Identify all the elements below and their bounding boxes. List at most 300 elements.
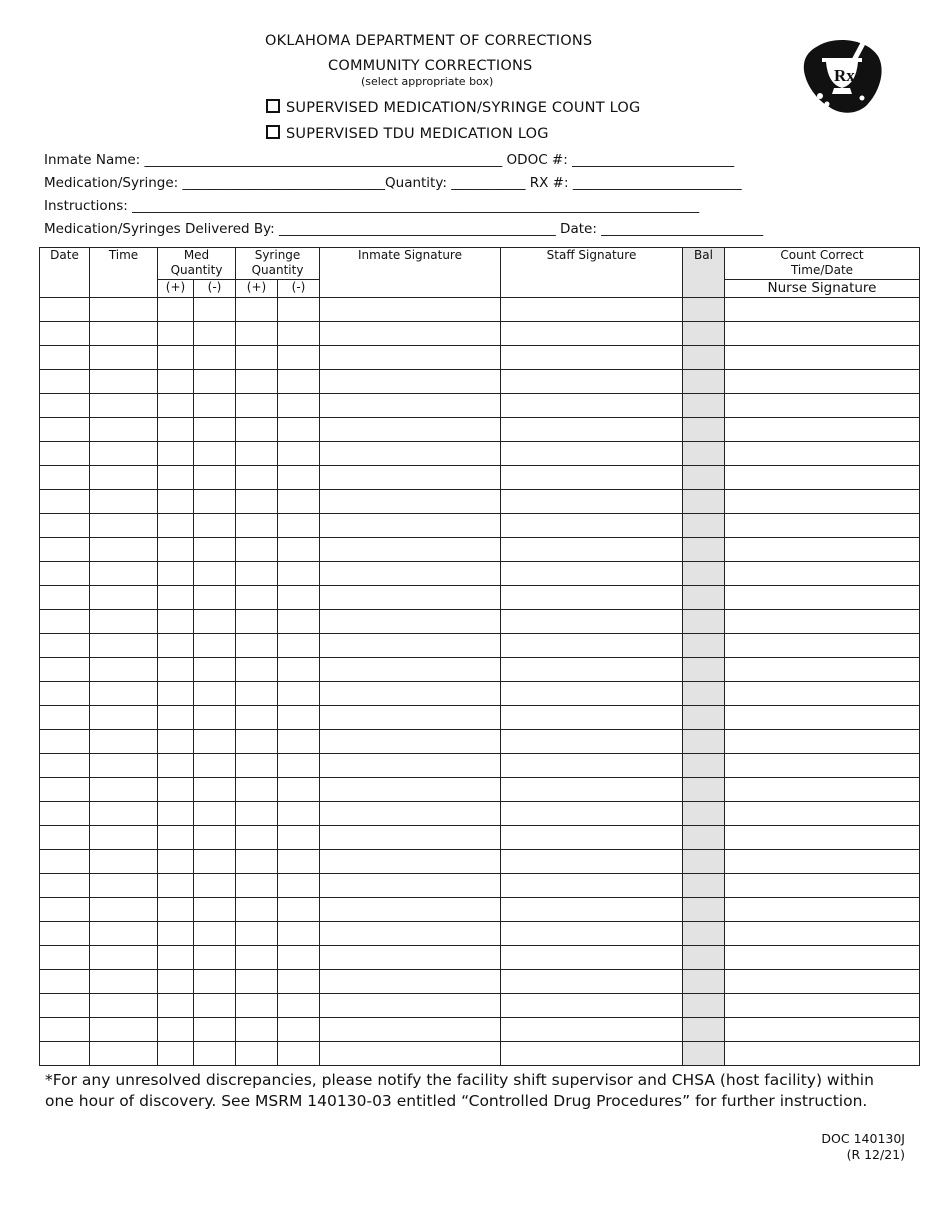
cell-syringe-minus[interactable] [278,442,320,466]
cell-inmate-signature[interactable] [320,514,501,538]
cell-syringe-minus[interactable] [278,706,320,730]
cell-bal[interactable] [683,634,725,658]
cell-time[interactable] [90,1042,158,1066]
cell-bal[interactable] [683,562,725,586]
cell-syringe-minus[interactable] [278,850,320,874]
cell-inmate-signature[interactable] [320,754,501,778]
cell-staff-signature[interactable] [501,658,683,682]
cell-staff-signature[interactable] [501,994,683,1018]
option-tdu-log[interactable] [266,125,549,142]
field-line-delivered-by-date[interactable]: Medication/Syringes Delivered By: _________________________________________ Date: ________________________ [44,221,764,237]
cell-date[interactable] [40,682,90,706]
cell-syringe-plus[interactable] [236,394,278,418]
cell-inmate-signature[interactable] [320,778,501,802]
cell-med-plus[interactable] [158,298,194,322]
cell-time[interactable] [90,826,158,850]
cell-med-plus[interactable] [158,322,194,346]
cell-med-minus[interactable] [194,922,236,946]
cell-syringe-minus[interactable] [278,538,320,562]
cell-inmate-signature[interactable] [320,562,501,586]
cell-date[interactable] [40,898,90,922]
cell-bal[interactable] [683,754,725,778]
cell-med-minus[interactable] [194,370,236,394]
cell-staff-signature[interactable] [501,1018,683,1042]
cell-inmate-signature[interactable] [320,730,501,754]
cell-date[interactable] [40,394,90,418]
cell-med-minus[interactable] [194,562,236,586]
cell-inmate-signature[interactable] [320,394,501,418]
cell-syringe-minus[interactable] [278,298,320,322]
cell-date[interactable] [40,922,90,946]
cell-date[interactable] [40,850,90,874]
cell-med-minus[interactable] [194,946,236,970]
cell-count-correct[interactable] [725,562,920,586]
cell-staff-signature[interactable] [501,730,683,754]
cell-count-correct[interactable] [725,850,920,874]
cell-date[interactable] [40,466,90,490]
cell-med-minus[interactable] [194,658,236,682]
cell-syringe-plus[interactable] [236,706,278,730]
cell-syringe-minus[interactable] [278,946,320,970]
cell-time[interactable] [90,370,158,394]
cell-staff-signature[interactable] [501,754,683,778]
cell-staff-signature[interactable] [501,322,683,346]
cell-syringe-plus[interactable] [236,442,278,466]
cell-time[interactable] [90,850,158,874]
cell-med-minus[interactable] [194,442,236,466]
cell-inmate-signature[interactable] [320,418,501,442]
cell-med-minus[interactable] [194,586,236,610]
cell-time[interactable] [90,1018,158,1042]
cell-date[interactable] [40,370,90,394]
cell-time[interactable] [90,658,158,682]
cell-inmate-signature[interactable] [320,298,501,322]
cell-med-minus[interactable] [194,418,236,442]
cell-med-plus[interactable] [158,754,194,778]
cell-date[interactable] [40,562,90,586]
checkbox-count-log[interactable] [266,99,280,113]
cell-bal[interactable] [683,538,725,562]
cell-syringe-plus[interactable] [236,658,278,682]
cell-bal[interactable] [683,514,725,538]
cell-med-plus[interactable] [158,442,194,466]
cell-count-correct[interactable] [725,826,920,850]
cell-bal[interactable] [683,370,725,394]
cell-syringe-plus[interactable] [236,826,278,850]
cell-bal[interactable] [683,1042,725,1066]
cell-date[interactable] [40,658,90,682]
cell-date[interactable] [40,634,90,658]
cell-syringe-minus[interactable] [278,1018,320,1042]
cell-time[interactable] [90,922,158,946]
cell-inmate-signature[interactable] [320,826,501,850]
cell-date[interactable] [40,970,90,994]
cell-bal[interactable] [683,418,725,442]
cell-time[interactable] [90,682,158,706]
cell-med-plus[interactable] [158,418,194,442]
cell-date[interactable] [40,994,90,1018]
cell-staff-signature[interactable] [501,394,683,418]
cell-syringe-minus[interactable] [278,922,320,946]
cell-syringe-minus[interactable] [278,778,320,802]
cell-date[interactable] [40,418,90,442]
cell-syringe-plus[interactable] [236,466,278,490]
cell-count-correct[interactable] [725,802,920,826]
cell-syringe-minus[interactable] [278,730,320,754]
cell-med-minus[interactable] [194,970,236,994]
cell-date[interactable] [40,322,90,346]
cell-inmate-signature[interactable] [320,442,501,466]
checkbox-tdu-log[interactable] [266,125,280,139]
cell-count-correct[interactable] [725,490,920,514]
cell-syringe-plus[interactable] [236,610,278,634]
cell-syringe-plus[interactable] [236,538,278,562]
cell-med-minus[interactable] [194,466,236,490]
cell-time[interactable] [90,802,158,826]
cell-date[interactable] [40,538,90,562]
cell-syringe-minus[interactable] [278,514,320,538]
cell-med-plus[interactable] [158,1018,194,1042]
cell-syringe-minus[interactable] [278,322,320,346]
cell-count-correct[interactable] [725,970,920,994]
cell-inmate-signature[interactable] [320,874,501,898]
cell-syringe-minus[interactable] [278,658,320,682]
cell-time[interactable] [90,946,158,970]
cell-inmate-signature[interactable] [320,634,501,658]
cell-time[interactable] [90,778,158,802]
cell-syringe-plus[interactable] [236,778,278,802]
cell-med-plus[interactable] [158,370,194,394]
cell-syringe-minus[interactable] [278,874,320,898]
cell-staff-signature[interactable] [501,514,683,538]
cell-inmate-signature[interactable] [320,802,501,826]
cell-syringe-plus[interactable] [236,346,278,370]
cell-inmate-signature[interactable] [320,346,501,370]
cell-time[interactable] [90,322,158,346]
cell-med-plus[interactable] [158,922,194,946]
cell-time[interactable] [90,970,158,994]
cell-bal[interactable] [683,994,725,1018]
cell-time[interactable] [90,754,158,778]
cell-med-minus[interactable] [194,346,236,370]
cell-inmate-signature[interactable] [320,994,501,1018]
cell-syringe-plus[interactable] [236,874,278,898]
cell-date[interactable] [40,1018,90,1042]
cell-med-plus[interactable] [158,994,194,1018]
cell-bal[interactable] [683,682,725,706]
cell-med-plus[interactable] [158,490,194,514]
cell-bal[interactable] [683,706,725,730]
cell-med-minus[interactable] [194,826,236,850]
cell-count-correct[interactable] [725,994,920,1018]
cell-med-minus[interactable] [194,994,236,1018]
cell-syringe-plus[interactable] [236,1018,278,1042]
cell-med-plus[interactable] [158,610,194,634]
cell-med-plus[interactable] [158,874,194,898]
cell-date[interactable] [40,586,90,610]
cell-syringe-plus[interactable] [236,634,278,658]
cell-bal[interactable] [683,946,725,970]
cell-date[interactable] [40,610,90,634]
cell-syringe-minus[interactable] [278,490,320,514]
cell-date[interactable] [40,298,90,322]
cell-inmate-signature[interactable] [320,682,501,706]
cell-count-correct[interactable] [725,946,920,970]
cell-syringe-plus[interactable] [236,418,278,442]
cell-count-correct[interactable] [725,442,920,466]
cell-med-plus[interactable] [158,466,194,490]
cell-med-plus[interactable] [158,730,194,754]
cell-syringe-plus[interactable] [236,514,278,538]
cell-med-plus[interactable] [158,346,194,370]
cell-med-plus[interactable] [158,394,194,418]
cell-syringe-plus[interactable] [236,970,278,994]
cell-med-minus[interactable] [194,802,236,826]
cell-syringe-minus[interactable] [278,754,320,778]
cell-date[interactable] [40,490,90,514]
cell-count-correct[interactable] [725,610,920,634]
cell-inmate-signature[interactable] [320,610,501,634]
cell-med-minus[interactable] [194,514,236,538]
cell-staff-signature[interactable] [501,538,683,562]
cell-time[interactable] [90,418,158,442]
cell-med-minus[interactable] [194,634,236,658]
cell-bal[interactable] [683,1018,725,1042]
cell-count-correct[interactable] [725,778,920,802]
cell-count-correct[interactable] [725,322,920,346]
cell-bal[interactable] [683,826,725,850]
cell-count-correct[interactable] [725,898,920,922]
cell-med-minus[interactable] [194,754,236,778]
cell-bal[interactable] [683,586,725,610]
cell-med-minus[interactable] [194,538,236,562]
cell-med-plus[interactable] [158,634,194,658]
cell-med-plus[interactable] [158,802,194,826]
cell-syringe-plus[interactable] [236,322,278,346]
cell-inmate-signature[interactable] [320,970,501,994]
cell-med-plus[interactable] [158,706,194,730]
cell-count-correct[interactable] [725,754,920,778]
cell-syringe-minus[interactable] [278,586,320,610]
cell-count-correct[interactable] [725,1042,920,1066]
cell-staff-signature[interactable] [501,898,683,922]
cell-count-correct[interactable] [725,730,920,754]
cell-count-correct[interactable] [725,538,920,562]
cell-inmate-signature[interactable] [320,1018,501,1042]
cell-med-plus[interactable] [158,658,194,682]
cell-med-minus[interactable] [194,730,236,754]
cell-syringe-minus[interactable] [278,634,320,658]
cell-inmate-signature[interactable] [320,946,501,970]
cell-count-correct[interactable] [725,658,920,682]
cell-syringe-plus[interactable] [236,946,278,970]
cell-inmate-signature[interactable] [320,370,501,394]
cell-bal[interactable] [683,658,725,682]
cell-staff-signature[interactable] [501,970,683,994]
cell-count-correct[interactable] [725,514,920,538]
cell-med-minus[interactable] [194,490,236,514]
cell-syringe-minus[interactable] [278,1042,320,1066]
cell-inmate-signature[interactable] [320,538,501,562]
cell-time[interactable] [90,466,158,490]
cell-syringe-plus[interactable] [236,298,278,322]
cell-time[interactable] [90,298,158,322]
cell-syringe-minus[interactable] [278,418,320,442]
cell-syringe-minus[interactable] [278,346,320,370]
cell-syringe-minus[interactable] [278,394,320,418]
cell-med-plus[interactable] [158,850,194,874]
cell-time[interactable] [90,346,158,370]
cell-inmate-signature[interactable] [320,586,501,610]
cell-bal[interactable] [683,298,725,322]
cell-time[interactable] [90,610,158,634]
cell-syringe-minus[interactable] [278,970,320,994]
cell-syringe-minus[interactable] [278,466,320,490]
cell-bal[interactable] [683,802,725,826]
cell-bal[interactable] [683,442,725,466]
cell-syringe-plus[interactable] [236,730,278,754]
field-line-medication-quantity-rx[interactable]: Medication/Syringe: ______________________________Quantity: ___________ RX #: _________________________ [44,175,742,191]
cell-syringe-plus[interactable] [236,754,278,778]
cell-bal[interactable] [683,346,725,370]
cell-med-plus[interactable] [158,1042,194,1066]
cell-med-minus[interactable] [194,706,236,730]
cell-inmate-signature[interactable] [320,898,501,922]
cell-syringe-minus[interactable] [278,682,320,706]
cell-inmate-signature[interactable] [320,922,501,946]
cell-time[interactable] [90,898,158,922]
cell-syringe-plus[interactable] [236,562,278,586]
cell-inmate-signature[interactable] [320,850,501,874]
cell-med-minus[interactable] [194,298,236,322]
cell-date[interactable] [40,346,90,370]
cell-syringe-minus[interactable] [278,370,320,394]
cell-staff-signature[interactable] [501,922,683,946]
cell-med-minus[interactable] [194,610,236,634]
cell-staff-signature[interactable] [501,466,683,490]
field-line-inmate-odoc[interactable]: Inmate Name: _____________________________________________________ ODOC #: ________________________ [44,152,735,168]
cell-staff-signature[interactable] [501,610,683,634]
cell-med-minus[interactable] [194,898,236,922]
cell-date[interactable] [40,826,90,850]
cell-med-minus[interactable] [194,874,236,898]
cell-count-correct[interactable] [725,634,920,658]
cell-med-minus[interactable] [194,394,236,418]
cell-inmate-signature[interactable] [320,322,501,346]
cell-date[interactable] [40,778,90,802]
cell-inmate-signature[interactable] [320,490,501,514]
cell-med-plus[interactable] [158,826,194,850]
cell-date[interactable] [40,1042,90,1066]
cell-syringe-minus[interactable] [278,994,320,1018]
cell-syringe-minus[interactable] [278,826,320,850]
cell-med-plus[interactable] [158,946,194,970]
cell-med-minus[interactable] [194,1018,236,1042]
cell-syringe-plus[interactable] [236,1042,278,1066]
cell-med-plus[interactable] [158,778,194,802]
cell-med-plus[interactable] [158,682,194,706]
cell-bal[interactable] [683,730,725,754]
cell-med-plus[interactable] [158,538,194,562]
cell-staff-signature[interactable] [501,562,683,586]
cell-count-correct[interactable] [725,466,920,490]
cell-date[interactable] [40,730,90,754]
cell-staff-signature[interactable] [501,346,683,370]
cell-bal[interactable] [683,610,725,634]
cell-syringe-minus[interactable] [278,898,320,922]
cell-time[interactable] [90,730,158,754]
cell-bal[interactable] [683,874,725,898]
field-line-instructions[interactable]: Instructions: ____________________________________________________________________________________ [44,198,700,214]
cell-staff-signature[interactable] [501,442,683,466]
cell-syringe-minus[interactable] [278,610,320,634]
cell-bal[interactable] [683,898,725,922]
cell-count-correct[interactable] [725,874,920,898]
cell-time[interactable] [90,586,158,610]
cell-syringe-plus[interactable] [236,994,278,1018]
cell-syringe-plus[interactable] [236,370,278,394]
cell-med-minus[interactable] [194,1042,236,1066]
cell-staff-signature[interactable] [501,490,683,514]
cell-date[interactable] [40,706,90,730]
cell-syringe-plus[interactable] [236,586,278,610]
cell-time[interactable] [90,514,158,538]
cell-med-minus[interactable] [194,682,236,706]
cell-time[interactable] [90,538,158,562]
cell-staff-signature[interactable] [501,418,683,442]
cell-count-correct[interactable] [725,1018,920,1042]
cell-syringe-minus[interactable] [278,802,320,826]
cell-count-correct[interactable] [725,706,920,730]
cell-bal[interactable] [683,922,725,946]
cell-time[interactable] [90,490,158,514]
cell-staff-signature[interactable] [501,826,683,850]
cell-med-plus[interactable] [158,970,194,994]
cell-count-correct[interactable] [725,418,920,442]
cell-med-plus[interactable] [158,586,194,610]
cell-staff-signature[interactable] [501,850,683,874]
cell-date[interactable] [40,946,90,970]
cell-bal[interactable] [683,850,725,874]
cell-date[interactable] [40,874,90,898]
cell-inmate-signature[interactable] [320,466,501,490]
cell-syringe-plus[interactable] [236,490,278,514]
cell-bal[interactable] [683,970,725,994]
cell-bal[interactable] [683,394,725,418]
cell-time[interactable] [90,994,158,1018]
cell-inmate-signature[interactable] [320,706,501,730]
cell-inmate-signature[interactable] [320,1042,501,1066]
cell-staff-signature[interactable] [501,946,683,970]
cell-bal[interactable] [683,322,725,346]
cell-staff-signature[interactable] [501,706,683,730]
cell-staff-signature[interactable] [501,586,683,610]
cell-staff-signature[interactable] [501,682,683,706]
cell-time[interactable] [90,394,158,418]
cell-staff-signature[interactable] [501,370,683,394]
cell-staff-signature[interactable] [501,1042,683,1066]
cell-bal[interactable] [683,778,725,802]
cell-time[interactable] [90,442,158,466]
cell-syringe-plus[interactable] [236,682,278,706]
cell-count-correct[interactable] [725,370,920,394]
cell-med-minus[interactable] [194,778,236,802]
cell-syringe-plus[interactable] [236,922,278,946]
cell-med-plus[interactable] [158,562,194,586]
cell-med-minus[interactable] [194,850,236,874]
cell-date[interactable] [40,442,90,466]
cell-inmate-signature[interactable] [320,658,501,682]
